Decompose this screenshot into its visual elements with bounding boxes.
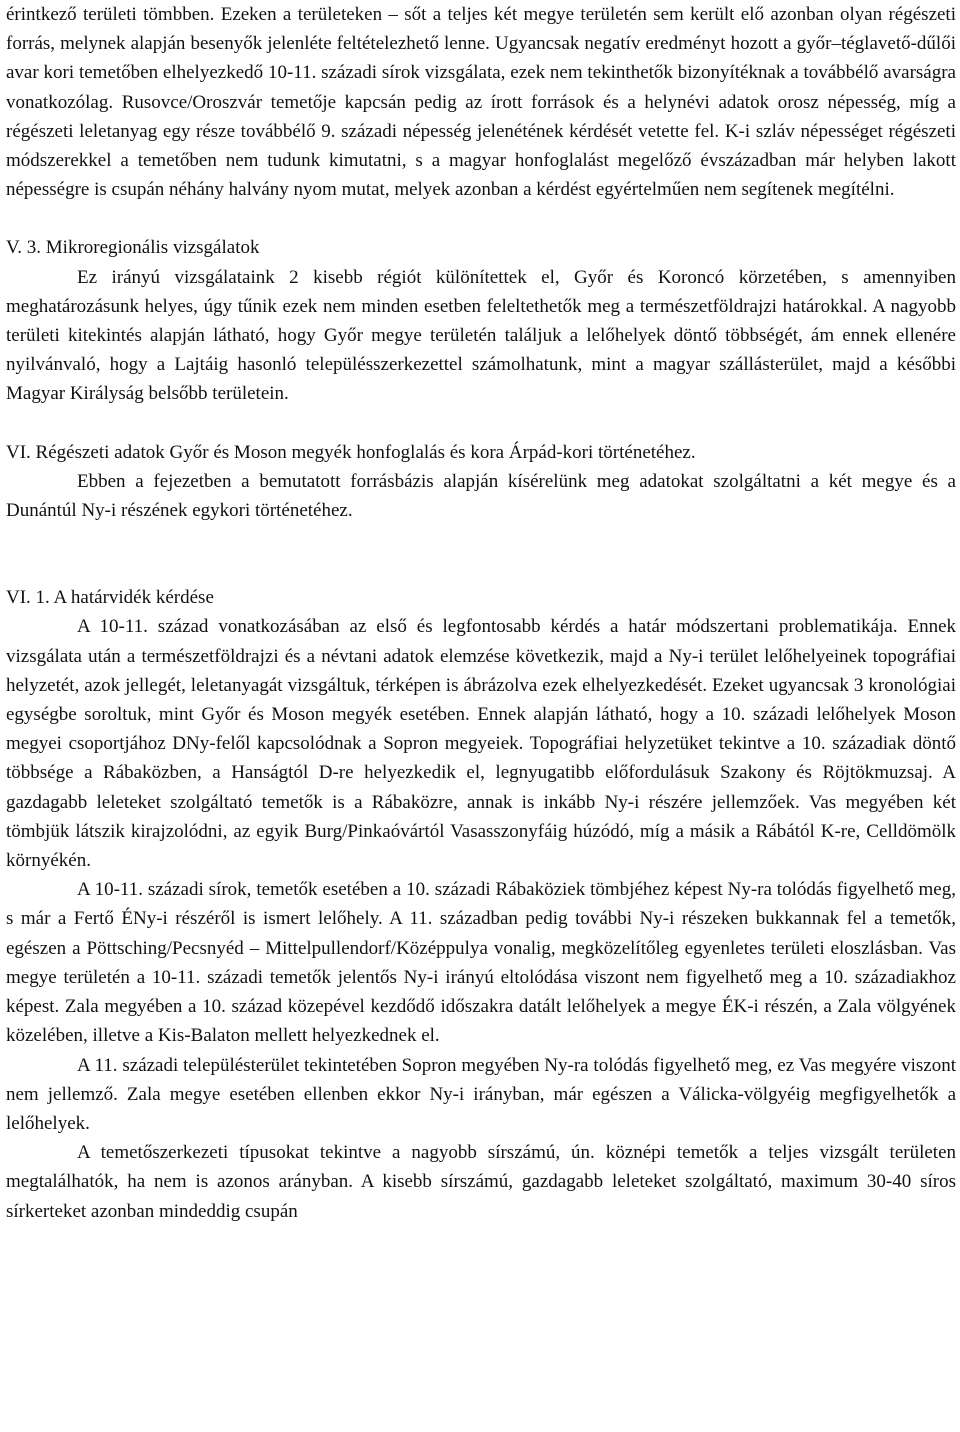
spacer <box>6 204 956 233</box>
paragraph-10-11-century: A 10-11. századi sírok, temetők esetében a 10. századi Rábaköziek tömbjéhez képest Ny-ra tolódás figyelhető meg, s már a Fertő ÉNy-i részéről is ismert lelőhely. A 11. században pedig további Ny-i részeken bukkannak fel a temetők, egészen a Pöttsching/Pecsnyéd – Mittelpullendorf/Középpulya vonalig, megközelítőleg egyenletes területi eloszlásban. Vas megye területén a 10-11. századi temetők jelentős Ny-i irányú eltolódása viszont nem figyelhető meg a 10. századiakhoz képest. Zala megyében a 10. század közepével kezdődő időszakra datált lelőhelyek a megye ÉK-i részén, a Zala völgyének közelében, illetve a Kis-Balaton mellett helyezkednek el. <box>6 879 956 1047</box>
heading-v3: V. 3. Mikroregionális vizsgálatok <box>6 237 260 259</box>
document-page <box>6 0 956 1226</box>
paragraph-microregional: Ez irányú vizsgálataink 2 kisebb régiót különítettek el, Győr és Koroncó körzetében, s amennyiben meghatározásunk helyes, úgy tűnik ezek nem minden esetben feleltethetők meg a természetföldrajzi határokkal. A nagyobb területi kitekintés alapján látható, hogy Győr megye területén találjuk a lelőhelyek döntő többségét, ám ennek ellenére nyilvánvaló, hogy a Lajtáig hasonló településszerkezettel számolhatunk, mint a magyar szállásterület, majd a későbbi Magyar Királyság belsőbb területein. <box>6 266 956 405</box>
heading-vi: VI. Régészeti adatok Győr és Moson megyék honfoglalás és kora Árpád-kori történetéhez. <box>6 441 696 463</box>
paragraph-11-century: A 11. századi településterület tekintetében Sopron megyében Ny-ra tolódás figyelhető meg, ez Vas megyére viszont nem jellemző. Zala megye esetében ellenben ekkor Ny-i irányban, már egészen a Válicka-völgyéig megfigyelhetők a lelőhelyek. <box>6 1054 956 1134</box>
paragraph-chapter-intro: Ebben a fejezetben a bemutatott forrásbázis alapján kísérelünk meg adatokat szolgáltatni a két megye és a Dunántúl Ny-i részének egykori történetéhez. <box>6 470 956 522</box>
spacer <box>6 525 956 583</box>
paragraph-intro: érintkező területi tömbben. Ezeken a területeken – sőt a teljes két megye területén sem került elő azonban olyan régészeti forrás, melynek alapján besenyők jelenléte feltételezhető lenne. Ugyancsak negatív eredményt hozott a győr–téglavető-dűlői avar kori temetőben elhelyezkedő 10-11. századi sírok vizsgálata, ezek nem tekinthetők bizonyítéknak a továbbélő avarságra vonatkozólag. Rusovce/Oroszvár temetője kapcsán pedig az írott források és a helynévi adatok orosz népesség, míg a régészeti leletanyag egy része továbbélő 9. századi népesség jelenétének kérdését vetette fel. K-i szláv népességet régészeti módszerekkel a temetőben nem tudunk kimutatni, s a magyar honfoglalást megelőző évszázadban már helyben lakott népességre is csupán néhány halvány nyom mutat, melyek azonban a kérdést egyértelműen nem segítenek megítélni. <box>6 4 956 201</box>
heading-vi-1: VI. 1. A határvidék kérdése <box>6 587 214 609</box>
paragraph-cemetery-types: A temetőszerkezeti típusokat tekintve a nagyobb sírszámú, ún. köznépi temetők a teljes vizsgált területen megtalálhatók, ha nem is azonos arányban. A kisebb sírszámú, gazdagabb leleteket szolgáltató, maximum 30-40 síros sírkerteket azonban mindeddig csupán <box>6 1142 956 1222</box>
paragraph-border-question: A 10-11. század vonatkozásában az első és legfontosabb kérdés a határ módszertani problematikája. Ennek vizsgálata után a természetföldrajzi és a névtani adatok elemzése következik, majd a Ny-i terület lelőhelyeinek topográfiai helyzetét, azok jellegét, leletanyagát vizsgáltuk, térképen is ábrázolva ezek elhelyezkedését. Ezeket ugyancsak 3 kronológiai egységbe soroltuk, mint Győr és Moson megyék esetében. Ennek alapján látható, hogy a 10. századi lelőhelyek Moson megyei csoportjához DNy-felől kapcsolódnak a Sopron megyeiek. Topográfiai helyzetüket tekintve a 10. századiak döntő többsége a Rábaközben, a Hanságtól D-re helyezkedik el, legnyugatibb előfordulásuk Szakony és Röjtökmuzsaj. A gazdagabb leleteket szolgáltató temetők is a Rábaközre, annak is inkább Ny-i részére jellemzőek. Vas megyében két tömbjük látszik kirajzolódni, az egyik Burg/Pinkaóvártól Vasasszonyfáig húzódó, míg a másik a Rábától K-re, Celldömölk környékén. <box>6 616 956 872</box>
spacer <box>6 409 956 438</box>
